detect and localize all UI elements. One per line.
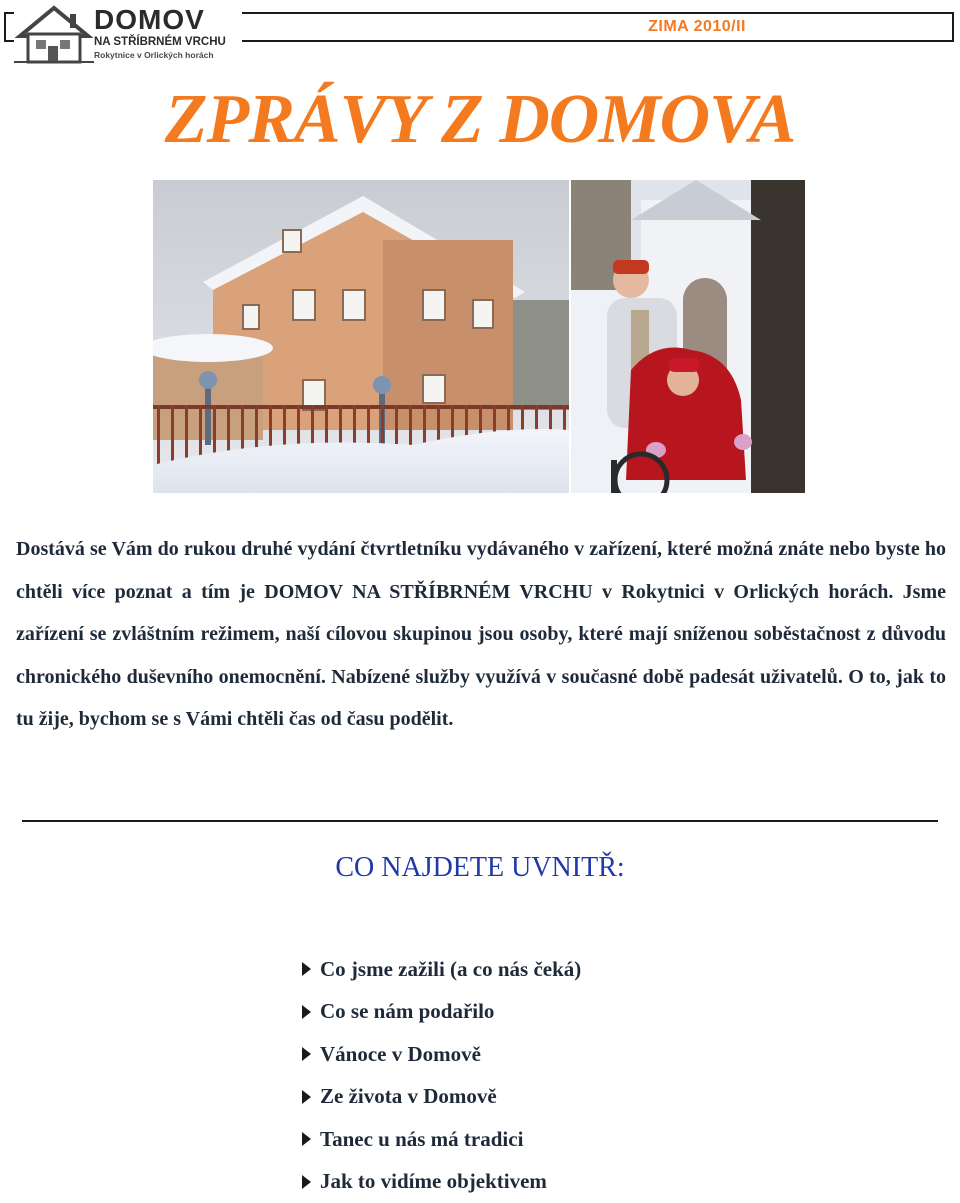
toc-item-label: Co se nám podařilo	[320, 999, 494, 1024]
triangle-bullet-icon	[302, 1090, 311, 1104]
intro-paragraph: Dostává se Vám do rukou druhé vydání čtvrtletníku vydávaného v zařízení, které možná znáte nebo byste ho chtěli více poznat a tím je DOMOV NA STŘÍBRNÉM VRCHU v Rokytnici v Orlických horách. Jsme zařízení se zvláštním režimem, naší cílovou skupinou jsou osoby, které mají sníženou soběstačnost z důvodu chronického duševního onemocnění. Nabízené služby využívá v současné době padesát uživatelů. O to, jak to tu žije, bychom se s Vámi chtěli čas od času podělit.	[16, 528, 946, 741]
logo-tagline: Rokytnice v Orlických horách	[94, 50, 214, 60]
toc-heading: CO NAJDETE UVNITŘ:	[0, 852, 960, 884]
toc-item-label: Ze života v Domově	[320, 1084, 497, 1109]
toc-item-label: Vánoce v Domově	[320, 1042, 481, 1067]
issue-label: ZIMA 2010/II	[648, 18, 746, 36]
triangle-bullet-icon	[302, 1047, 311, 1061]
triangle-bullet-icon	[302, 1005, 311, 1019]
triangle-bullet-icon	[302, 1175, 311, 1189]
toc-list	[302, 948, 581, 1203]
toc-item-label: Co jsme zažili (a co nás čeká)	[320, 957, 581, 982]
toc-item	[302, 1033, 581, 1076]
logo-title: DOMOV	[94, 4, 205, 36]
toc-item	[302, 991, 581, 1034]
toc-item	[302, 1161, 581, 1203]
toc-item	[302, 948, 581, 991]
triangle-bullet-icon	[302, 1132, 311, 1146]
building-photo	[153, 180, 569, 493]
logo-subtitle: NA STŘÍBRNÉM VRCHU	[94, 36, 226, 48]
house-icon	[14, 2, 94, 64]
toc-item-label: Jak to vidíme objektivem	[320, 1169, 547, 1194]
triangle-bullet-icon	[302, 962, 311, 976]
residents-photo	[571, 180, 805, 493]
divider	[22, 820, 938, 822]
toc-item	[302, 1076, 581, 1119]
logo	[14, 2, 242, 64]
page-title: ZPRÁVY Z DOMOVA	[0, 80, 960, 160]
toc-item	[302, 1118, 581, 1161]
toc-item-label: Tanec u nás má tradici	[320, 1127, 523, 1152]
